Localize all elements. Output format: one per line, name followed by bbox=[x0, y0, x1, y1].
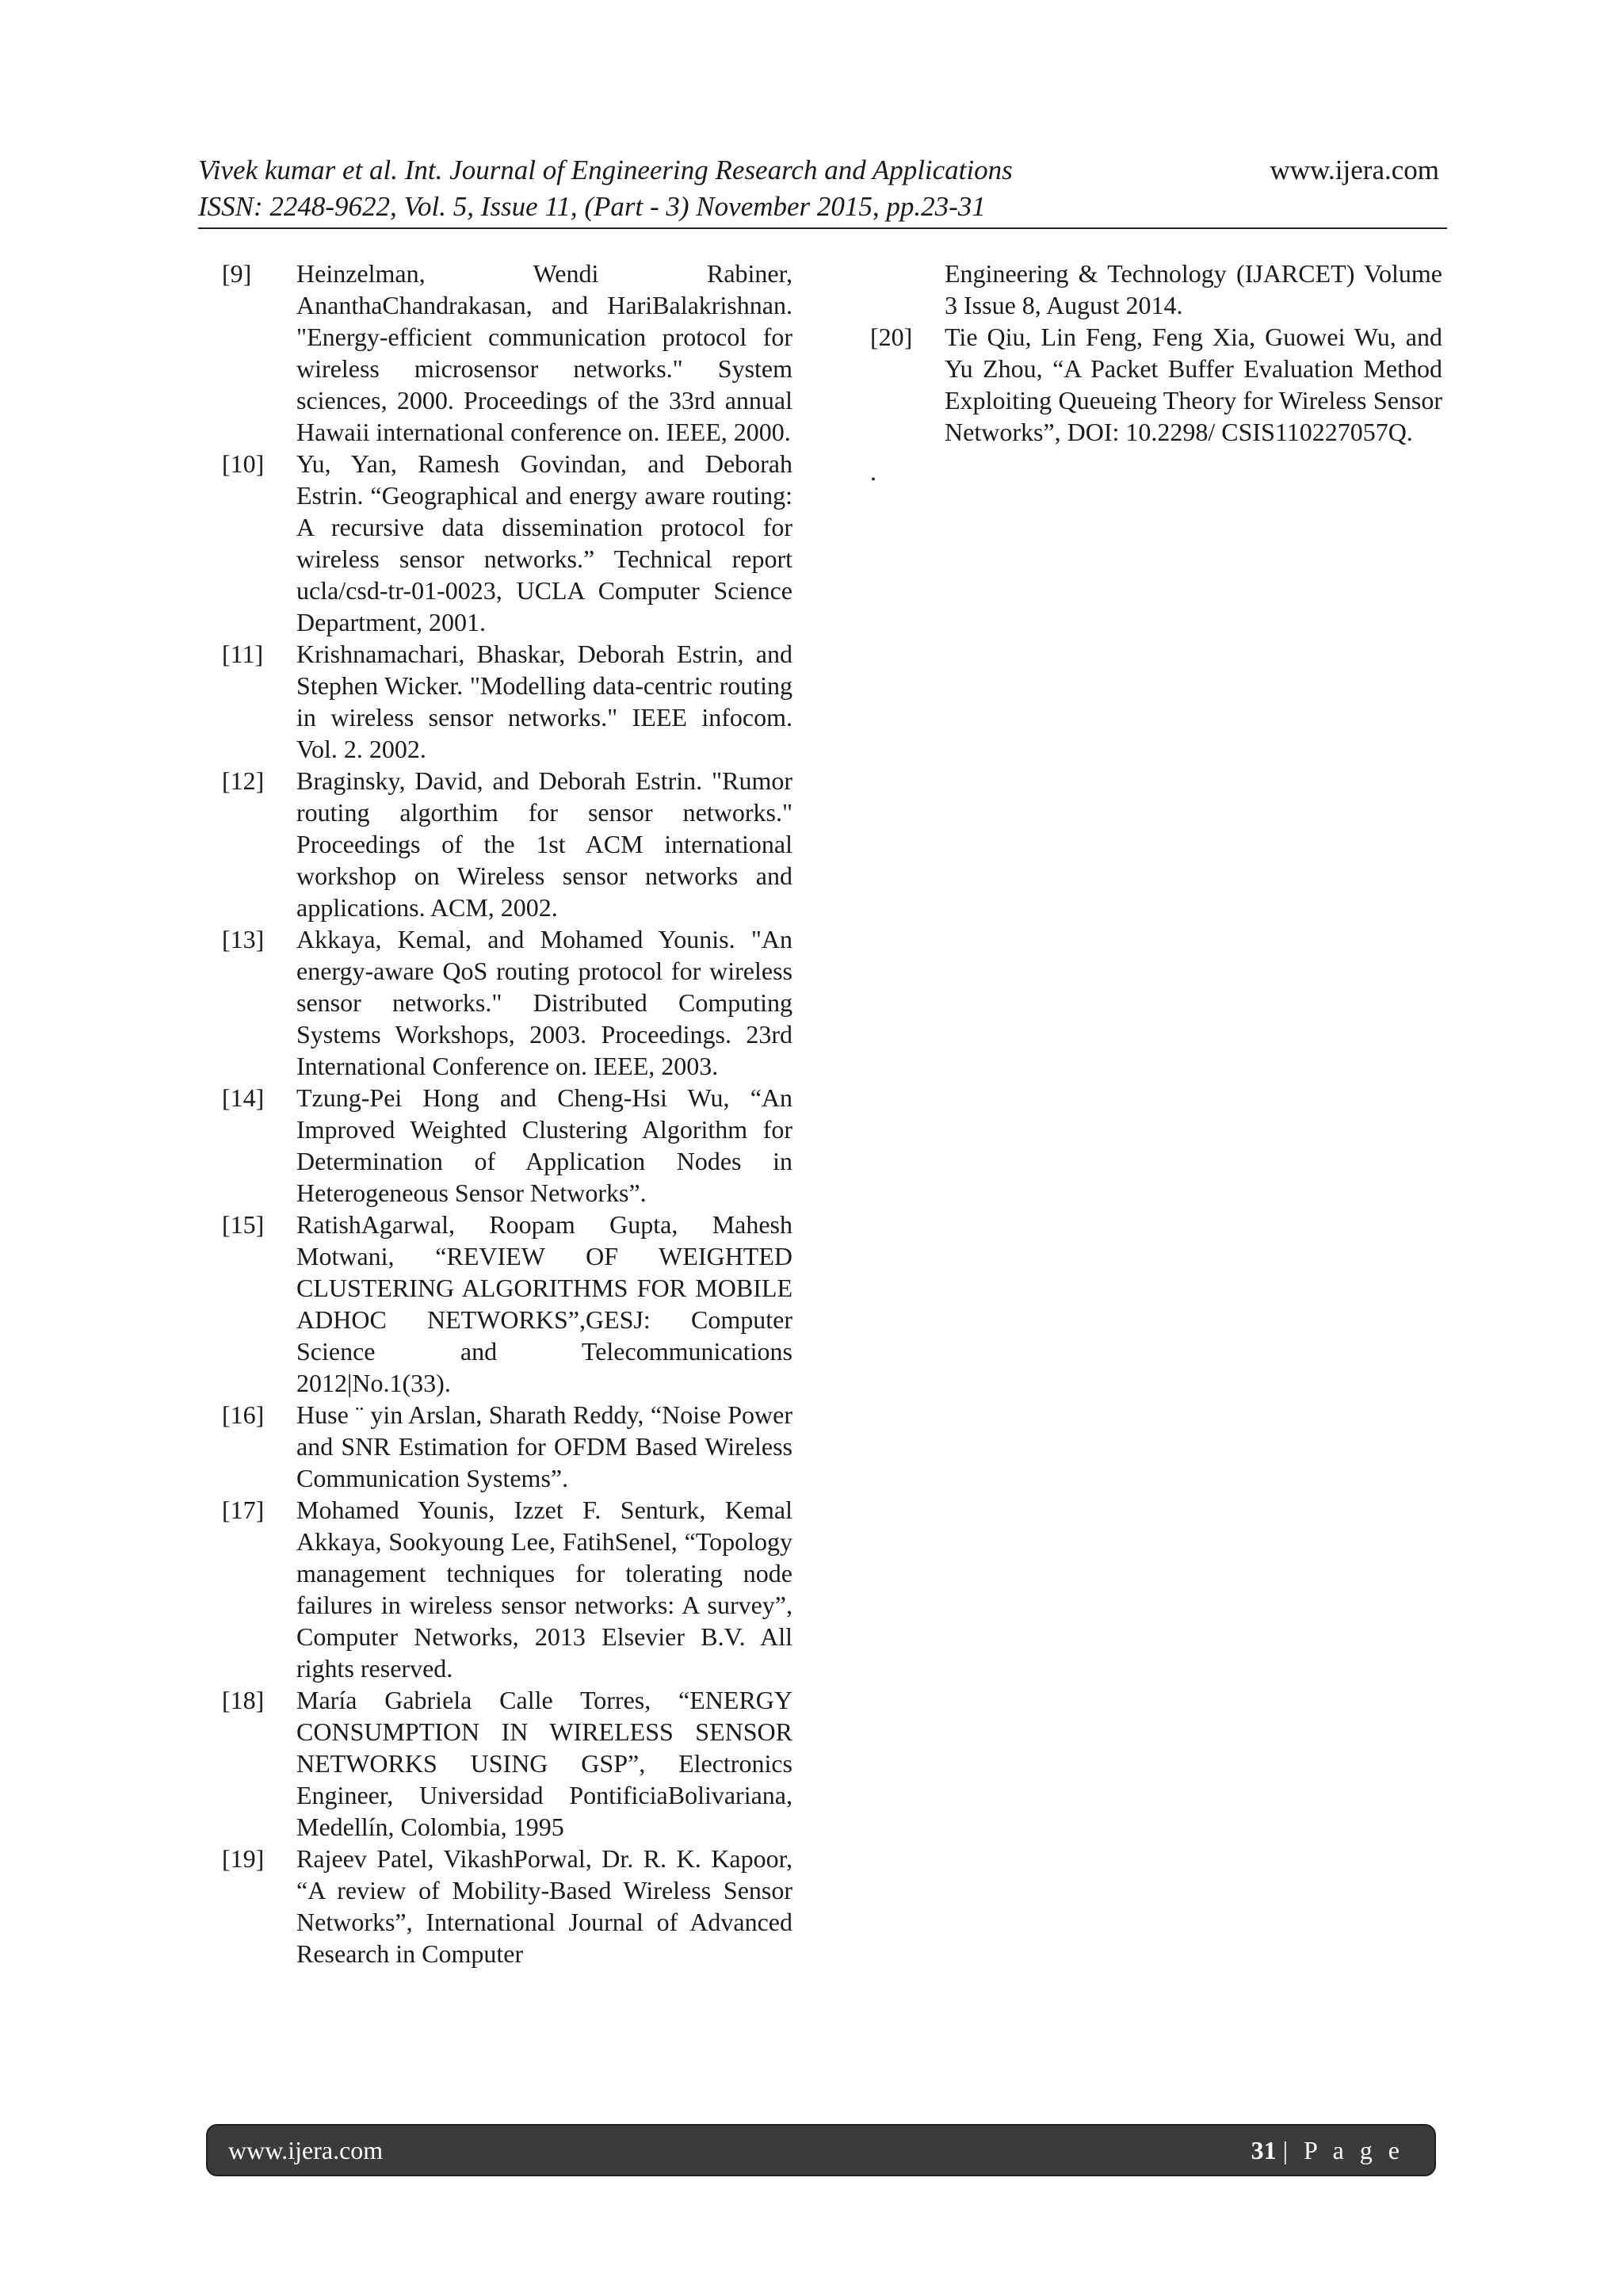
references-left-column bbox=[222, 258, 792, 1969]
reference-item bbox=[222, 1843, 792, 1969]
reference-number: [17] bbox=[222, 1496, 265, 1524]
reference-text: Rajeev Patel, VikashPorwal, Dr. R. K. Kapoor, “A review of Mobility-Based Wireless Sensor Networks”, International Journal of Advanced Research in Computer bbox=[296, 1844, 792, 1968]
reference-list-left bbox=[222, 258, 792, 1969]
reference-item bbox=[222, 1082, 792, 1209]
reference-number: [13] bbox=[222, 925, 265, 953]
reference-number: [9] bbox=[222, 259, 252, 288]
reference-item bbox=[222, 1209, 792, 1399]
reference-text: RatishAgarwal, Roopam Gupta, Mahesh Motwani, “REVIEW OF WEIGHTED CLUSTERING ALGORITHMS FOR MOBILE ADHOC NETWORKS”,GESJ: Computer Science and Telecommunications 2012|No.1(33). bbox=[296, 1210, 792, 1397]
reference-19-continuation: Engineering & Technology (IJARCET) Volume 3 Issue 8, August 2014. bbox=[945, 259, 1442, 319]
reference-number: [19] bbox=[222, 1844, 265, 1873]
references-right-column bbox=[870, 258, 1442, 487]
reference-item bbox=[222, 1399, 792, 1494]
reference-item bbox=[870, 321, 1442, 448]
reference-text: María Gabriela Calle Torres, “ENERGY CONSUMPTION IN WIRELESS SENSOR NETWORKS USING GSP”, Electronics Engineer, Universidad PontificiaBolivariana, Medellín, Colombia, 1995 bbox=[296, 1686, 792, 1841]
reference-number: [11] bbox=[222, 640, 264, 668]
page-header bbox=[198, 155, 1439, 227]
reference-item bbox=[222, 448, 792, 638]
reference-text: Tie Qiu, Lin Feng, Feng Xia, Guowei Wu, and Yu Zhou, “A Packet Buffer Evaluation Method Exploiting Queueing Theory for Wireless Sensor Networks”, DOI: 10.2298/ CSIS110227057Q. bbox=[945, 323, 1442, 446]
reference-item bbox=[222, 258, 792, 448]
reference-text: Krishnamachari, Bhaskar, Deborah Estrin, and Stephen Wicker. "Modelling data-centric routing in wireless sensor networks." IEEE infocom. Vol. 2. 2002. bbox=[296, 640, 792, 763]
reference-list-right bbox=[870, 321, 1442, 448]
reference-number: [14] bbox=[222, 1083, 265, 1112]
reference-item bbox=[222, 1684, 792, 1843]
page-number: 31 bbox=[1251, 2135, 1277, 2164]
reference-item bbox=[222, 765, 792, 923]
reference-number: [12] bbox=[222, 766, 265, 795]
reference-text: Heinzelman, Wendi Rabiner, AnanthaChandrakasan, and HariBalakrishnan. "Energy-efficient communication protocol for wireless microsensor networks." System sciences, 2000. Proceedings of the 33rd annual Hawaii international conference on. IEEE, 2000. bbox=[296, 259, 792, 446]
issn-line: ISSN: 2248-9622, Vol. 5, Issue 11, (Part - 3) November 2015, pp.23-31 bbox=[198, 191, 986, 222]
reference-number: [15] bbox=[222, 1210, 265, 1239]
journal-website[interactable]: www.ijera.com bbox=[1270, 155, 1439, 185]
reference-item bbox=[222, 638, 792, 765]
page-footer bbox=[206, 2124, 1436, 2176]
reference-text: Akkaya, Kemal, and Mohamed Younis. "An energy-aware QoS routing protocol for wireless sensor networks." Distributed Computing Systems Workshops, 2003. Proceedings. 23rd International Conference on. IEEE, 2003. bbox=[296, 925, 792, 1080]
reference-text: Huse ¨ yin Arslan, Sharath Reddy, “Noise Power and SNR Estimation for OFDM Based Wireless Communication Systems”. bbox=[296, 1400, 792, 1492]
reference-number: [10] bbox=[222, 449, 265, 478]
page-label: | P a g e bbox=[1282, 2135, 1404, 2164]
header-divider bbox=[198, 227, 1447, 229]
reference-text: Braginsky, David, and Deborah Estrin. "Rumor routing algorthim for sensor networks." Proceedings of the 1st ACM international workshop on Wireless sensor networks and applications. ACM, 2002. bbox=[296, 766, 792, 922]
footer-website[interactable]: www.ijera.com bbox=[228, 2135, 384, 2164]
reference-number: [20] bbox=[870, 323, 913, 351]
reference-number: [16] bbox=[222, 1400, 265, 1429]
journal-citation: Vivek kumar et al. Int. Journal of Engineering Research and Applications bbox=[198, 155, 1013, 185]
page-indicator bbox=[1251, 2136, 1404, 2165]
header-line-1 bbox=[198, 155, 1439, 191]
reference-item bbox=[222, 1494, 792, 1684]
reference-text: Yu, Yan, Ramesh Govindan, and Deborah Estrin. “Geographical and energy aware routing: A recursive data dissemination protocol for wireless sensor networks.” Technical report ucla/csd-tr-01-0023, UCLA Computer Science Department, 2001. bbox=[296, 449, 792, 636]
trailing-dot: . bbox=[870, 457, 876, 486]
reference-text: Tzung-Pei Hong and Cheng-Hsi Wu, “An Improved Weighted Clustering Algorithm for Determination of Application Nodes in Heterogeneous Sensor Networks”. bbox=[296, 1083, 792, 1207]
reference-number: [18] bbox=[222, 1686, 265, 1714]
reference-text: Mohamed Younis, Izzet F. Senturk, Kemal Akkaya, Sookyoung Lee, FatihSenel, “Topology management techniques for tolerating node failures in wireless sensor networks: A survey”, Computer Networks, 2013 Elsevier B.V. All rights reserved. bbox=[296, 1496, 792, 1683]
reference-item bbox=[222, 923, 792, 1082]
